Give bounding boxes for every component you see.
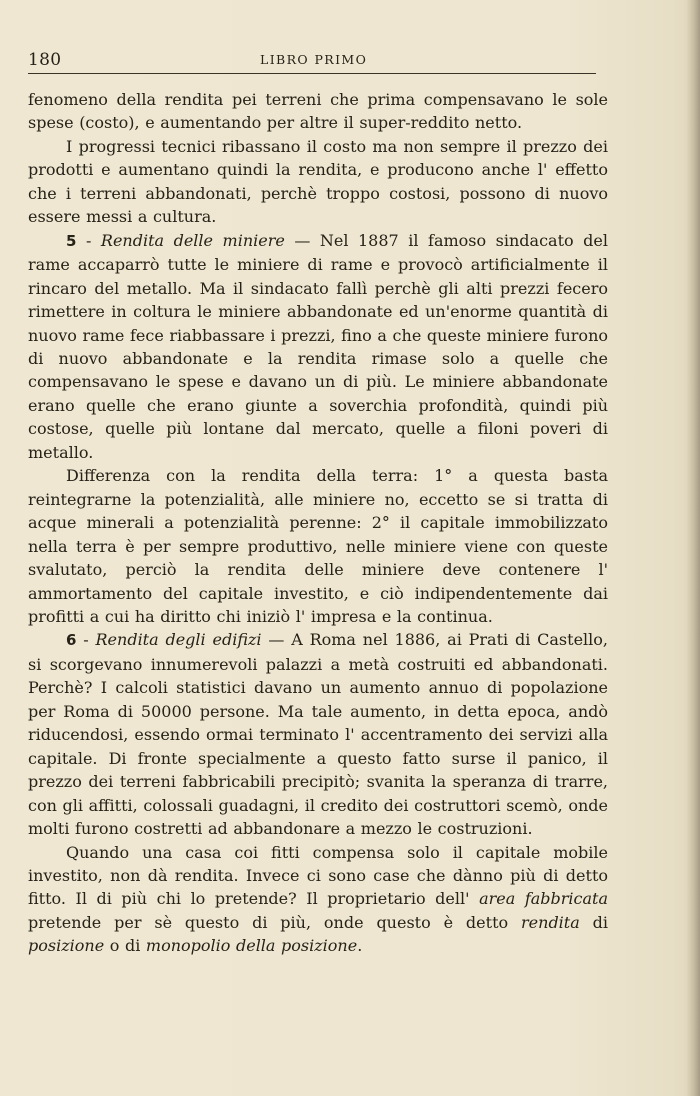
section-title: Rendita delle miniere: [100, 230, 285, 250]
running-head: LIBRO PRIMO: [260, 52, 368, 67]
paragraph-text: fenomeno della rendita pei terreni che prima compensavano le sole spese (costo), e aumentando per altre il super-reddito netto.: [28, 90, 608, 133]
italic-term: rendita: [521, 912, 580, 932]
paragraph-text: I progressi tecnici ribassano il costo ma non sempre il prezzo dei prodotti e aumentano quindi la rendita, e producono anche l' effetto che i terreni abbandonati, perchè troppo costosi, possono di nuovo essere messi a cultura.: [28, 136, 608, 227]
paragraph-text: o di: [104, 936, 146, 956]
section-number: 5: [66, 231, 77, 250]
page-header: [28, 50, 596, 74]
paragraph-difference: [28, 464, 608, 628]
page-number: 180: [28, 50, 62, 70]
italic-term: monopolio della posizione: [145, 936, 358, 956]
paragraph-text: pretende per sè questo di più, onde questo è detto: [28, 912, 522, 932]
paragraph-text: Nel 1887 il famoso sindacato del rame accaparrò tutte le miniere di rame e provocò artificialmente il rincaro del metallo. Ma il sindacato fallì perchè gli alti prezzi fecero rimettere in coltura le miniere abbandonate ed un'enorme quantità di nuovo rame fece riabbassare i prezzi, fino a che queste miniere furono di nuovo abbandonate e la rendita rimase solo a quelle che compensavano le spese e davano un di più. Le miniere abbandonate erano quelle che erano giunte a soverchia profondità, quindi più costose, quelle più lontane dal mercato, quelle a filoni poveri di metallo.: [28, 230, 608, 462]
paragraph-text: Differenza con la rendita della terra: 1° a questa basta reintegrarne la potenzialità, alle miniere no, eccetto se si tratta di acque minerali a potenzialità perenne: 2° il capitale immobilizzato nella terra è per sempre produttivo, nelle miniere viene con queste svalutato, perciò la rendita delle miniere deve contenere l' ammortamento del capitale investito, e ciò indipendentemente dai profitti a cui ha diritto chi iniziò l' impresa e la continua.: [28, 466, 608, 626]
italic-term: area fabbricata: [479, 889, 609, 909]
body-text: [28, 88, 608, 958]
italic-term: posizione: [28, 936, 105, 956]
paragraph-text: .: [357, 936, 363, 956]
section-6-paragraph: 6 - Rendita degli edifizi — A Roma nel 1886, ai Prati di Castello, si scorgevano innumerevoli palazzi a metà costruiti ed abbandonati. Perchè? I calcoli statistici davano un aumento annuo di popolazione per Roma di 50000 persone. Ma tale aumento, in detta epoca, andò riducendosi, essendo ormai terminato l' accentramento dei servizi alla capitale. Di fronte specialmente a questo fatto surse il panico, il prezzo dei terreni fabbricabili precipitò; svanita la speranza di trarre, con gli affitti, colossali guadagni, il credito dei costruttori scemò, onde molti furono costretti ad abbandonare a mezzo le costruzioni.: [28, 630, 608, 839]
header-rule: [28, 73, 596, 74]
paragraph-text: di: [579, 912, 608, 932]
paragraph-text: Quando una casa coi fitti compensa solo il capitale mobile investito, non dà rendita. Invece ci sono case che dànno più di detto fitto. Il di più chi lo pretende? Il proprietario dell': [28, 842, 608, 909]
paragraph-continuation: [28, 88, 608, 135]
section-number: 6: [66, 631, 77, 650]
paragraph-position-rent: [28, 841, 608, 958]
paragraph-technical-progress: [28, 135, 608, 229]
paragraph-text: A Roma nel 1886, ai Prati di Castello, si scorgevano innumerevoli palazzi a metà costruiti ed abbandonati. Perchè? I calcoli statistici davano un aumento annuo di popolazione per Roma di 50000 persone. Ma tale aumento, in detta epoca, andò riducendosi, essendo ormai terminato l' accentramento dei servizi alla capitale. Di fronte specialmente a questo fatto surse il panico, il prezzo dei terreni fabbricabili precipitò; svanita la speranza di trarre, con gli affitti, colossali guadagni, il credito dei costruttori scemò, onde molti furono costretti ad abbandonare a mezzo le costruzioni.: [28, 630, 608, 839]
section-5-paragraph: 5 - Rendita delle miniere — Nel 1887 il famoso sindacato del rame accaparrò tutte le miniere di rame e provocò artificialmente il rincaro del metallo. Ma il sindacato fallì perchè gli alti prezzi fecero rimettere in coltura le miniere abbandonate ed un'enorme quantità di nuovo rame fece riabbassare i prezzi, fino a che queste miniere furono di nuovo abbandonate e la rendita rimase solo a quelle che compensavano le spese e davano un di più. Le miniere abbandonate erano quelle che erano giunte a soverchia profondità, quindi più costose, quelle più lontane dal mercato, quelle a filoni poveri di metallo.: [28, 230, 608, 462]
section-title: Rendita degli edifizi: [95, 630, 262, 650]
page-edge-shadow: [686, 0, 700, 1096]
